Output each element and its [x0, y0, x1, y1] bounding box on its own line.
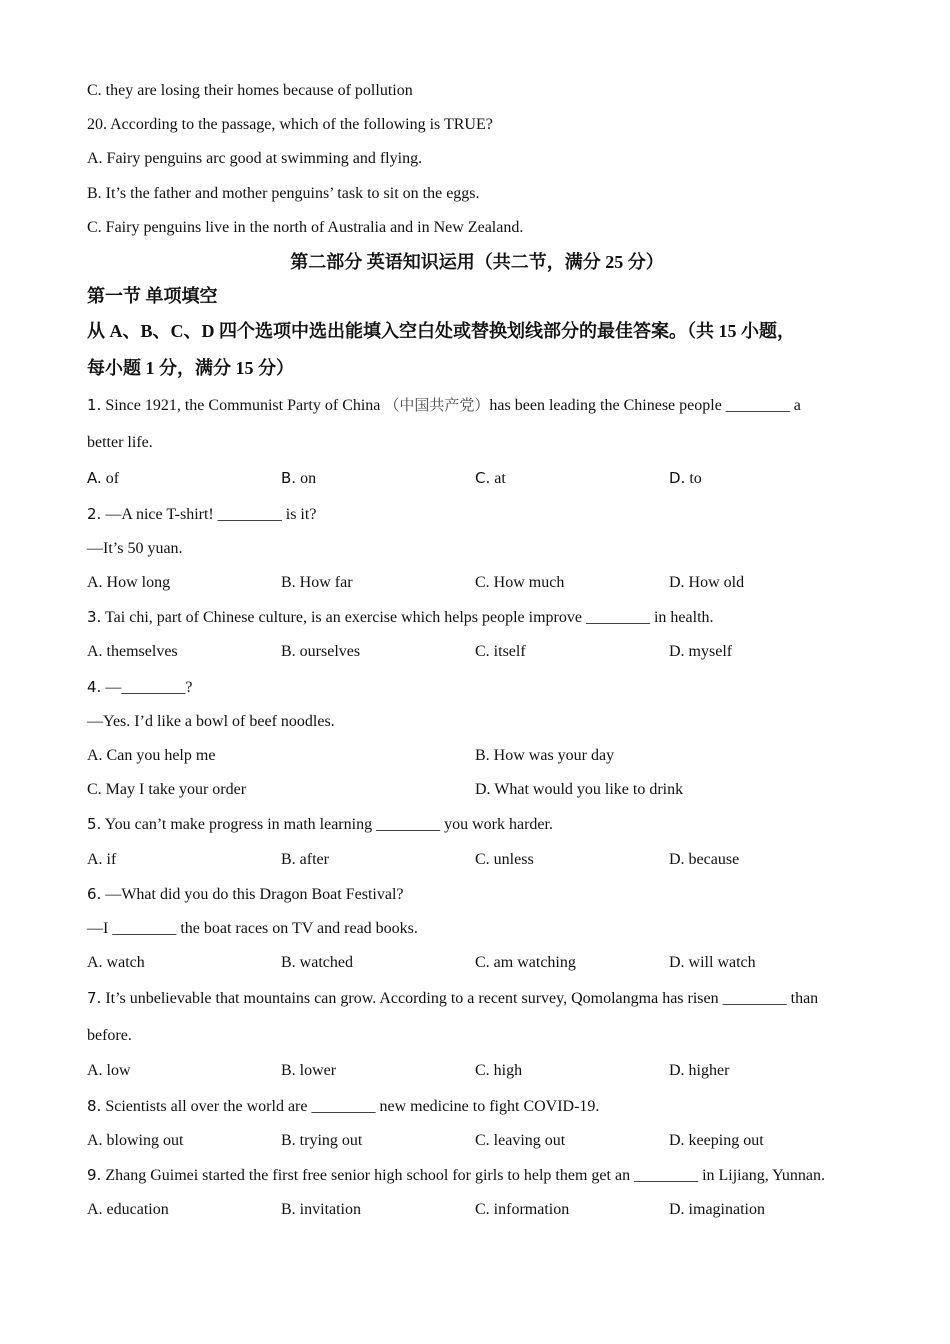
question-number: 6.: [87, 884, 102, 903]
question-1: [87, 387, 867, 424]
option-b[interactable]: B. ourselves: [281, 643, 361, 661]
question-text: Since 1921, the Communist Party of China: [101, 397, 385, 415]
q20-option-a: A. Fairy penguins arc good at swimming and flying.: [87, 150, 423, 168]
option-c[interactable]: C. How much: [475, 574, 565, 592]
option-c[interactable]: C. information: [475, 1201, 570, 1219]
option-b[interactable]: B. after: [281, 850, 329, 868]
part2-title: 第二部分 英语知识运用（共二节，满分 25 分）: [290, 252, 664, 273]
option-a[interactable]: A. education: [87, 1201, 169, 1219]
question-4-reply: —Yes. I’d like a bowl of beef noodles.: [87, 712, 335, 730]
section1-instruction-1: 从 A、B、C、D 四个选项中选出能填入空白处或替换划线部分的最佳答案。（共 15 小题，: [87, 321, 795, 342]
question-8: [87, 1089, 867, 1124]
question-text: Scientists all over the world are ________ new medicine to fight COVID-19.: [101, 1097, 600, 1115]
option-b[interactable]: B. How far: [281, 574, 353, 592]
question-4-options-row1: [87, 739, 867, 773]
option-letter: D.: [669, 469, 686, 488]
question-text: It’s unbelievable that mountains can grow. According to a recent survey, Qomolangma has risen ________ than: [101, 990, 819, 1008]
option-c[interactable]: C. itself: [475, 643, 526, 661]
option-c[interactable]: C. leaving out: [475, 1131, 566, 1149]
question-text: —A nice T-shirt! ________ is it?: [101, 505, 317, 523]
question-9: [87, 1158, 867, 1193]
option-b[interactable]: B. watched: [281, 954, 353, 972]
exam-page: [87, 74, 867, 1227]
option-text: on: [296, 470, 317, 488]
question-text: Tai chi, part of Chinese culture, is an exercise which helps people improve ________ in health.: [101, 609, 714, 627]
question-7-options: [87, 1054, 867, 1088]
question-number: 8.: [87, 1096, 102, 1115]
question-number: 7.: [87, 989, 102, 1008]
section1-instruction-2: 每小题 1 分，满分 15 分）: [87, 358, 294, 379]
q20-option-b: B. It’s the father and mother penguins’ task to sit on the eggs.: [87, 184, 480, 202]
option-letter: C.: [475, 469, 491, 488]
question-6-reply: —I ________ the boat races on TV and read books.: [87, 920, 418, 938]
question-9-options: [87, 1193, 867, 1227]
question-5-options: [87, 843, 867, 877]
option-a[interactable]: A. blowing out: [87, 1131, 184, 1149]
q20-stem: 20. According to the passage, which of the following is TRUE?: [87, 116, 493, 134]
question-1-options: [87, 461, 867, 496]
option-d[interactable]: D. higher: [669, 1062, 730, 1080]
option-c[interactable]: C. high: [475, 1062, 523, 1080]
question-2-options: [87, 566, 867, 600]
option-text: of: [101, 470, 120, 488]
section1-title: 第一节 单项填空: [87, 286, 218, 307]
question-text: —What did you do this Dragon Boat Festival?: [101, 885, 404, 903]
question-text: —________?: [101, 678, 193, 696]
question-2: [87, 497, 867, 532]
question-3: [87, 600, 867, 635]
question-text-cn: （中国共产党）: [384, 396, 490, 415]
question-text: has been leading the Chinese people ________ a: [489, 397, 801, 415]
option-text: to: [685, 470, 702, 488]
option-text: at: [490, 470, 506, 488]
option-c[interactable]: C. am watching: [475, 954, 576, 972]
option-letter: A.: [87, 469, 102, 488]
question-6-options: [87, 946, 867, 980]
option-d[interactable]: D. imagination: [669, 1201, 765, 1219]
option-d[interactable]: [669, 461, 863, 496]
option-c[interactable]: C. unless: [475, 850, 534, 868]
option-d[interactable]: D. What would you like to drink: [475, 781, 684, 799]
option-a[interactable]: [87, 461, 281, 496]
option-b[interactable]: B. trying out: [281, 1131, 363, 1149]
question-number: 3.: [87, 608, 102, 627]
question-4-options-row2: [87, 773, 867, 807]
question-number: 2.: [87, 504, 102, 523]
question-number: 5.: [87, 815, 102, 834]
question-5: [87, 807, 867, 842]
question-7-cont: before.: [87, 1027, 132, 1045]
question-7: [87, 980, 867, 1017]
option-d[interactable]: D. How old: [669, 574, 745, 592]
question-number: 1.: [87, 396, 102, 415]
option-d[interactable]: D. keeping out: [669, 1131, 764, 1149]
option-b[interactable]: B. invitation: [281, 1201, 361, 1219]
option-c[interactable]: [475, 461, 669, 496]
question-text: You can’t make progress in math learning ________ you work harder.: [101, 816, 553, 834]
option-a[interactable]: A. Can you help me: [87, 747, 216, 765]
question-2-reply: —It’s 50 yuan.: [87, 539, 183, 557]
option-a[interactable]: A. themselves: [87, 643, 178, 661]
question-4: [87, 670, 867, 705]
option-b[interactable]: B. How was your day: [475, 747, 615, 765]
question-text: Zhang Guimei started the first free senior high school for girls to help them get an ________ in Lijiang, Yunnan.: [101, 1167, 826, 1185]
q19-option-c: C. they are losing their homes because of pollution: [87, 82, 413, 99]
option-a[interactable]: A. low: [87, 1062, 131, 1080]
question-3-options: [87, 635, 867, 669]
option-c[interactable]: C. May I take your order: [87, 781, 247, 799]
option-b[interactable]: B. lower: [281, 1062, 337, 1080]
q20-option-c: C. Fairy penguins live in the north of Australia and in New Zealand.: [87, 218, 524, 236]
option-a[interactable]: A. How long: [87, 574, 171, 592]
option-a[interactable]: A. watch: [87, 954, 145, 972]
option-d[interactable]: D. because: [669, 850, 740, 868]
question-8-options: [87, 1124, 867, 1158]
option-b[interactable]: [281, 461, 475, 496]
question-number: 9.: [87, 1166, 102, 1185]
question-1-cont: better life.: [87, 434, 153, 452]
question-6: [87, 877, 867, 912]
option-d[interactable]: D. myself: [669, 643, 733, 661]
question-number: 4.: [87, 677, 102, 696]
option-letter: B.: [281, 469, 297, 488]
option-d[interactable]: D. will watch: [669, 954, 756, 972]
option-a[interactable]: A. if: [87, 850, 117, 868]
